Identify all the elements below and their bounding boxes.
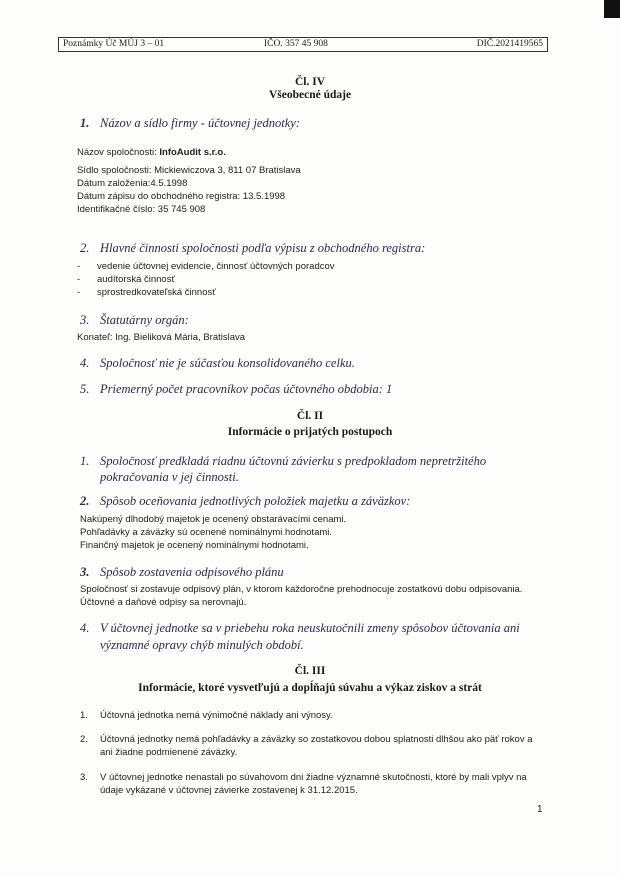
iii-item: 1. Účtovná jednotka nemá výnimočné náklady ani výnosy. <box>80 710 333 721</box>
iii-item: 2. Účtovná jednotky nemá pohľadávky a záväzky so zostatkovou dobou splatnosti dlhšou ako päť rokov a ani žiadne podmienené záväzky. <box>80 734 533 758</box>
iv-item-3-heading: 3. Štatutárny orgán: <box>80 313 189 327</box>
iii-item: 3. V účtovnej jednotke nenastali po súvahovom dni žiadne významné skutočnosti, ktoré by mali vplyv na údaje vykázané v účtovnej závierke zostavenej k 31.12.2015. <box>80 772 527 796</box>
company-name: InfoAudit s.r.o. <box>159 147 226 158</box>
ii-item-1: 1. Spoločnosť predkladá riadnu účtovnú závierku s predpokladom nepretržitého pokračovania v jej činnosti. <box>80 454 487 484</box>
depreciation-line: Spoločnosť si zostavuje odpisový plán, v ktorom každoročne prehodnocuje zostatkovú dobu odpisovania. <box>80 584 523 595</box>
activity-item: - sprostredkovateľská činnosť <box>77 287 216 298</box>
company-id: Identifikačné číslo: 35 745 908 <box>77 204 206 215</box>
statutory-body: Konateľ: Ing. Bieliková Mária, Bratislava <box>77 332 246 343</box>
company-founded: Dátum založenia:4.5.1998 <box>77 178 188 189</box>
company-registered: Dátum zápisu do obchodného registra: 13.5.1998 <box>77 191 286 202</box>
section-iv-subtitle: Všeobecné údaje <box>268 89 352 101</box>
iv-item-1-heading: 1. Názov a sídlo firmy - účtovnej jednotky: <box>80 116 300 130</box>
iv-item-2-heading: 2. Hlavné činnosti spoločnosti podľa výpisu z obchodného registra: <box>80 241 426 255</box>
ii-item-4: 4. V účtovnej jednotke sa v priebehu roka neuskutočnili zmeny spôsobov účtovania ani významné opravy chýb minulých období. <box>80 621 520 652</box>
section-ii-title: Čl. II <box>296 410 324 422</box>
header-form-code: Poznámky Úč MÚJ 3 – 01 <box>63 39 165 49</box>
company-name-line: Názov spoločnosti: InfoAudit s.r.o. <box>77 147 226 158</box>
ii-item-3-heading: 3. Spôsob zostavenia odpisového plánu <box>80 565 284 579</box>
section-ii-subtitle: Informácie o prijatých postupoch <box>227 426 393 438</box>
iv-item-5: 5. Priemerný počet pracovníkov počas účtovného obdobia: 1 <box>80 382 393 396</box>
header-dic: DIČ.2021419565 <box>476 39 543 49</box>
valuation-line: Finančný majetok je ocenený nominálnymi hodnotami. <box>80 540 309 551</box>
section-iv-title: Čl. IV <box>294 76 326 88</box>
depreciation-line: Účtovné a daňové odpisy sa nerovnajú. <box>80 597 247 608</box>
activity-item: - vedenie účtovnej evidencie, činnosť účtovných poradcov <box>77 261 335 272</box>
valuation-line: Pohľadávky a záväzky sú ocenené nominálnymi hodnotami. <box>80 527 333 538</box>
page-number: 1 <box>537 804 543 815</box>
activity-item: - audítorská činnosť <box>77 274 176 285</box>
valuation-line: Nakúpený dlhodobý majetok je ocenený obstarávacími cenami. <box>80 514 347 525</box>
scan-corner-mark <box>604 0 620 18</box>
section-iii-title: Čl. III <box>294 665 326 677</box>
header-ico: IČO. 357 45 908 <box>264 39 328 49</box>
iv-item-4: 4. Spoločnosť nie je súčasťou konsolidovaného celku. <box>80 356 355 370</box>
ii-item-2-heading: 2. Spôsob oceňovania jednotlivých položiek majetku a záväzkov: <box>80 494 411 508</box>
section-iii-subtitle: Informácie, ktoré vysvetľujú a dopĺňajú súvahu a výkaz ziskov a strát <box>138 682 482 694</box>
page-header <box>58 37 548 52</box>
company-seat: Sídlo spoločnosti: Mickiewiczova 3, 811 07 Bratislava <box>77 165 301 176</box>
